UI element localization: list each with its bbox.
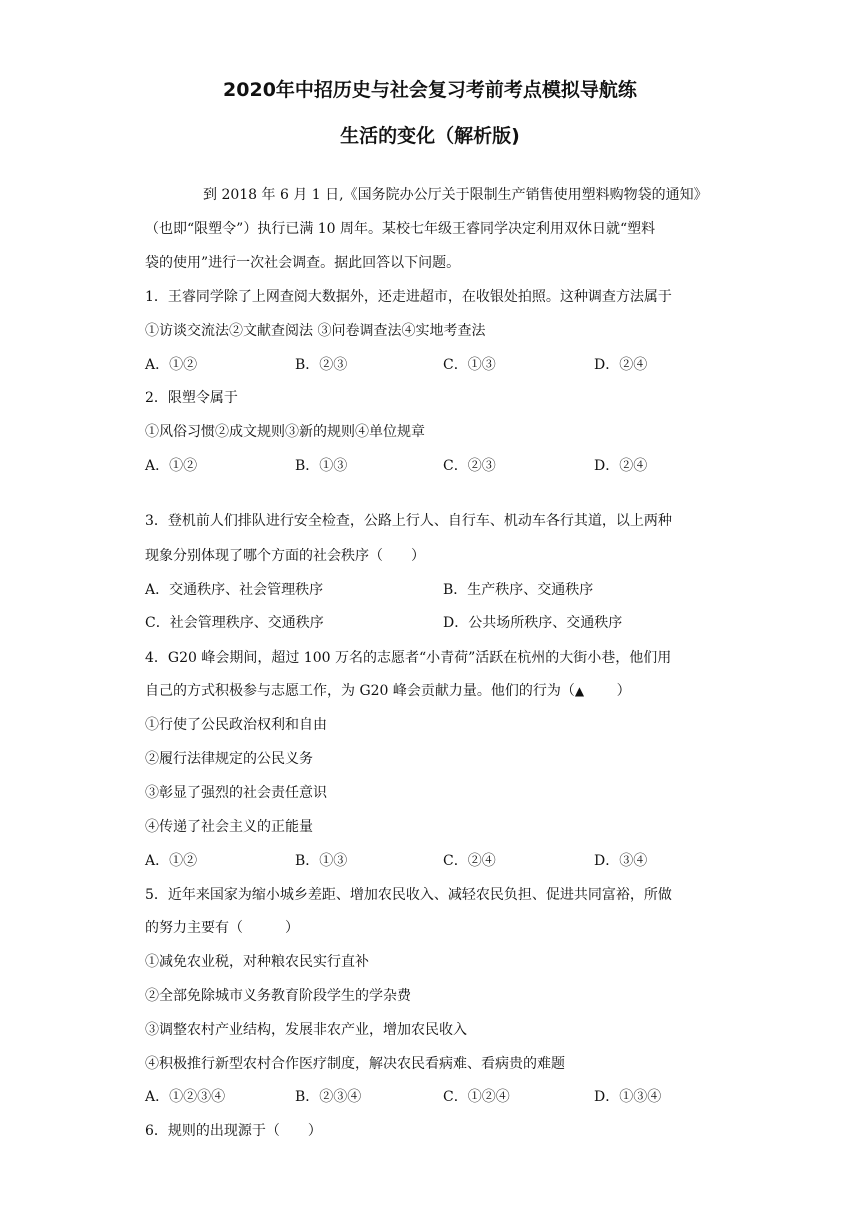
question-5-item-3: ③调整农村产业结构，发展非农产业，增加农民收入 xyxy=(145,1022,467,1038)
question-3-option-d: D．公共场所秩序、交通秩序 xyxy=(443,615,623,631)
question-4-item-1: ①行使了公民政治权利和自由 xyxy=(145,717,327,733)
question-2-option-a: A．①② xyxy=(145,458,198,474)
question-3-option-c: C．社会管理秩序、交通秩序 xyxy=(145,615,324,631)
question-2-option-b: B．①③ xyxy=(295,458,348,474)
question-4-stem-line-1: 4．G20 峰会期间，超过 100 万名的志愿者“小青荷”活跃在杭州的大街小巷，他们用 xyxy=(145,650,672,666)
intro-line-2: （也即“限塑令”）执行已满 10 周年。某校七年级王睿同学决定利用双休日就“塑料 xyxy=(145,221,656,237)
question-1-option-d: D．②④ xyxy=(594,357,648,373)
intro-line-1: 到 2018 年 6 月 1 日,《国务院办公厅关于限制生产销售使用塑料购物袋的通知》 xyxy=(203,187,708,203)
question-1-stem: 1．王睿同学除了上网查阅大数据外，还走进超市，在收银处拍照。这种调查方法属于 xyxy=(145,289,672,305)
question-2-option-c: C．②③ xyxy=(443,458,496,474)
question-5-stem-line-2: 的努力主要有（ ） xyxy=(145,920,299,936)
question-4-stem-line-2 xyxy=(145,682,631,700)
question-5-option-a: A．①②③④ xyxy=(145,1089,226,1105)
question-3-option-b: B．生产秩序、交通秩序 xyxy=(443,582,594,598)
question-5-item-1: ①减免农业税，对种粮农民实行直补 xyxy=(145,954,369,970)
question-3-stem-line-1: 3．登机前人们排队进行安全检查，公路上行人、自行车、机动车各行其道，以上两种 xyxy=(145,513,672,529)
triangle-marker-icon: ▲ xyxy=(574,684,585,698)
question-4-item-3: ③彰显了强烈的社会责任意识 xyxy=(145,785,327,801)
question-5-option-c: C．①②④ xyxy=(443,1089,510,1105)
question-4-option-a: A．①② xyxy=(145,853,198,869)
question-2-stem: 2．限塑令属于 xyxy=(145,390,238,406)
question-5-option-b: B．②③④ xyxy=(295,1089,362,1105)
document-title: 2020年中招历史与社会复习考前考点模拟导航练 xyxy=(223,79,637,101)
question-5-item-4: ④积极推行新型农村合作医疗制度，解决农民看病难、看病贵的难题 xyxy=(145,1056,565,1072)
question-4-option-d: D．③④ xyxy=(594,853,648,869)
question-5-option-d: D．①③④ xyxy=(594,1089,662,1105)
question-4-option-b: B．①③ xyxy=(295,853,348,869)
question-5-item-2: ②全部免除城市义务教育阶段学生的学杂费 xyxy=(145,988,411,1004)
question-1-option-b: B．②③ xyxy=(295,357,348,373)
question-6-stem: 6．规则的出现源于（ ） xyxy=(145,1123,322,1139)
question-1-option-a: A．①② xyxy=(145,357,198,373)
intro-line-3: 袋的使用”进行一次社会调查。据此回答以下问题。 xyxy=(145,255,461,271)
document-subtitle: 生活的变化（解析版) xyxy=(340,125,520,147)
question-1-option-c: C．①③ xyxy=(443,357,496,373)
question-3-option-a: A．交通秩序、社会管理秩序 xyxy=(145,582,324,598)
question-4-stem-close: ） xyxy=(584,683,631,699)
question-2-items: ①风俗习惯②成文规则③新的规则④单位规章 xyxy=(145,424,425,440)
question-1-items: ①访谈交流法②文献查阅法 ③问卷调查法④实地考查法 xyxy=(145,323,486,339)
question-2-option-d: D．②④ xyxy=(594,458,648,474)
question-4-item-2: ②履行法律规定的公民义务 xyxy=(145,751,313,767)
question-4-option-c: C．②④ xyxy=(443,853,496,869)
question-4-item-4: ④传递了社会主义的正能量 xyxy=(145,819,313,835)
question-5-stem-line-1: 5．近年来国家为缩小城乡差距、增加农民收入、减轻农民负担、促进共同富裕，所做 xyxy=(145,887,672,903)
question-3-stem-line-2: 现象分别体现了哪个方面的社会秩序（ ） xyxy=(145,548,425,564)
question-4-stem-text: 自己的方式积极参与志愿工作，为 G20 峰会贡献力量。他们的行为（ xyxy=(145,683,575,699)
